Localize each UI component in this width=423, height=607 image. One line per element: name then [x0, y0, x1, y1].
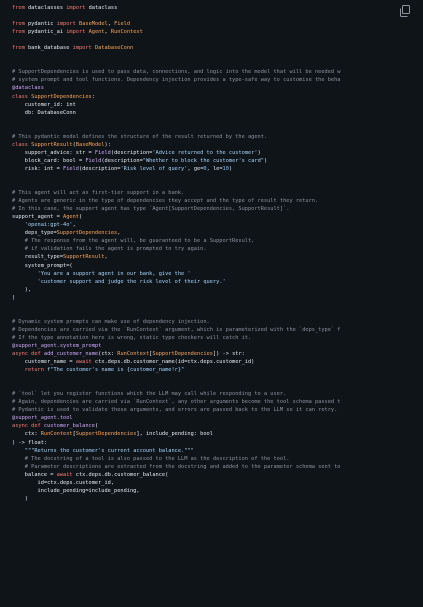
code-line: [12, 318, 416, 326]
code-token: @dataclass: [12, 85, 44, 92]
code-line: [12, 189, 416, 197]
code-line: [12, 253, 416, 261]
code-token: [12, 271, 38, 277]
code-line: [12, 463, 416, 471]
code-line: [12, 12, 416, 20]
code-token: SupportResult: [31, 141, 73, 148]
code-line: [12, 60, 416, 68]
code-token: [: [72, 431, 76, 438]
code-line: [12, 133, 416, 141]
code-token: SupportResult: [63, 254, 105, 261]
code-token: RunContext: [117, 351, 150, 358]
code-token: Field: [85, 157, 102, 164]
code-line: [12, 229, 416, 237]
code-token: ): [257, 149, 261, 156]
code-token: Field: [114, 21, 131, 28]
code-token: from: [12, 45, 25, 52]
code-token: @support_agent.system_prompt: [12, 342, 102, 349]
code-token: , le=: [206, 165, 223, 172]
code-token: 10: [222, 165, 229, 172]
code-line: [12, 141, 416, 149]
code-line: [12, 173, 416, 181]
code-token: import: [72, 45, 92, 52]
code-token: class: [12, 93, 28, 100]
code-line: [12, 93, 416, 101]
code-token: import: [66, 5, 86, 11]
code-token: [12, 279, 38, 285]
code-token: ,: [72, 222, 76, 229]
code-line: [12, 109, 416, 117]
code-token: from: [12, 21, 25, 28]
code-line: [12, 221, 416, 229]
code-token: # The response from the agent will, be guaranteed to be a SupportResult,: [12, 238, 255, 245]
code-token: # Parameter descriptions are extracted from the docstring and added to the parameter schema sent to: [12, 463, 341, 470]
code-token: # The docstring of a tool is also passed to the LLM as the description of the tool.: [12, 455, 290, 462]
code-token: system_prompt=(: [12, 262, 73, 269]
code-line: [12, 205, 416, 213]
code-line: [12, 52, 416, 60]
code-token: import: [56, 21, 76, 28]
code-line: [12, 4, 416, 12]
code-token: db: DatabaseConn: [12, 109, 76, 116]
code-token: block_card: bool =: [12, 157, 86, 164]
code-token: RunContext: [110, 29, 143, 36]
code-token: @support_agent.tool: [12, 415, 73, 422]
code-token: SupportDependencies: [75, 431, 137, 438]
code-line: [12, 374, 416, 382]
code-token: # if validation fails the agent is prompted to try again.: [12, 246, 207, 253]
code-token: return: [24, 367, 44, 374]
code-token: Field: [63, 165, 79, 172]
code-token: ):: [104, 141, 111, 148]
code-token: 'openai:gpt-4o': [24, 222, 73, 229]
code-line: [12, 237, 416, 245]
code-line: [12, 487, 416, 495]
code-token: await: [75, 359, 92, 366]
code-line: [12, 197, 416, 205]
code-line: [12, 20, 416, 28]
code-token: (: [78, 214, 83, 221]
code-token: import: [66, 29, 86, 36]
code-line: [12, 76, 416, 84]
code-line: [12, 406, 416, 414]
code-line: [12, 398, 416, 406]
code-line: [12, 262, 416, 270]
code-token: pydantic: [24, 21, 57, 28]
code-token: """Returns the customer's current account balance.""": [24, 447, 194, 454]
code-token: 'You are a support agent in our bank, give the ': [37, 270, 191, 277]
code-token: # Agents are generic in the type of dependencies they accept and the type of result they return.: [12, 198, 319, 205]
code-token: # SupportDependencies is used to pass data, connections, and logic into the model that will be needed w: [12, 69, 341, 76]
code-token: ): [228, 165, 233, 172]
code-token: RunContext: [40, 431, 73, 438]
code-line: [12, 390, 416, 398]
code-token: # Dependencies are carried via the `RunContext` argument, which is parameterized with the `deps_type` f: [12, 326, 341, 333]
code-line: [12, 68, 416, 76]
code-token: ]) -> str:: [212, 351, 245, 358]
code-token: risk: int =: [12, 165, 64, 172]
code-line: [12, 422, 416, 430]
code-token: from: [12, 29, 25, 36]
code-token: (ctx:: [98, 351, 118, 358]
code-token: # In this case, the support agent has type `Agent[SupportDependencies, SupportResult]`.: [12, 206, 290, 213]
code-token: dataclasses: [24, 5, 67, 11]
code-token: BaseModel: [75, 141, 105, 148]
code-token: # Again, dependencies are carried via `RunContext`, any other arguments become the tool schema passed t: [12, 399, 341, 406]
code-line: [12, 455, 416, 463]
code-line: [12, 165, 416, 173]
code-token: SupportDependencies: [152, 351, 213, 358]
code-line: [12, 270, 416, 278]
code-token: (: [94, 423, 99, 430]
code-token: Agent: [88, 29, 105, 36]
code-token: support_advice: str =: [12, 149, 95, 156]
copy-icon: [398, 4, 412, 18]
code-token: balance =: [12, 471, 57, 478]
code-token: ): [12, 495, 28, 502]
code-token: include_pending=include_pending,: [12, 487, 140, 494]
code-line: [12, 294, 416, 302]
code-line: [12, 447, 416, 455]
code-token: # Dynamic system prompts can make use of dependency injection.: [12, 318, 210, 325]
code-token: f"The customer's name is {customer_name!r}": [47, 367, 185, 374]
code-token: 'customer support and judge the risk level of their query.': [37, 278, 226, 285]
code-token: , ge=: [187, 165, 204, 172]
code-token: BaseModel: [79, 21, 108, 28]
code-line: [12, 414, 416, 422]
code-token: SupportDependencies: [31, 93, 92, 100]
code-line: [12, 117, 416, 125]
code-line: [12, 310, 416, 318]
code-token: ): [263, 157, 268, 164]
code-line: [12, 125, 416, 133]
code-token: (description=: [110, 149, 153, 156]
code-line: [12, 286, 416, 294]
code-line: [12, 36, 416, 44]
code-token: ,: [104, 254, 108, 261]
code-token: ): [12, 294, 16, 301]
code-token: # `tool` let you register functions which the LLM may call while responding to a user.: [12, 391, 287, 398]
code-line: [12, 366, 416, 374]
code-token: ,: [107, 21, 115, 28]
code-line: [12, 149, 416, 157]
code-token: id=ctx.deps.customer_id,: [12, 479, 115, 486]
code-token: # If the type annotation here is wrong, static type checkers will catch it.: [12, 334, 252, 341]
code-token: 'Advice returned to the customer': [152, 149, 258, 156]
code-token: ),: [12, 286, 32, 293]
code-token: (: [72, 141, 76, 148]
code-token: DatabaseConn: [94, 45, 134, 52]
code-token: (description=: [101, 157, 143, 164]
code-token: # This pydantic model defines the structure of the result returned by the agent.: [12, 133, 268, 140]
code-line: [12, 157, 416, 165]
code-token: class: [12, 141, 28, 148]
code-token: customer_balance: [43, 423, 95, 430]
code-token: customer_id: int: [12, 101, 76, 108]
code-line: [12, 302, 416, 310]
code-token: # Pydantic is used to validate these arguments, and errors are passed back to the LLM so it can retry.: [12, 407, 338, 414]
code-line: [12, 479, 416, 487]
code-line: [12, 495, 416, 503]
code-token: async def: [12, 423, 41, 430]
code-line: [12, 181, 416, 189]
code-line: [12, 245, 416, 253]
code-token: async def: [12, 351, 41, 358]
code-token: [12, 448, 25, 454]
code-token: ) -> float:: [12, 439, 48, 446]
code-line: [12, 213, 416, 221]
code-line: [12, 334, 416, 342]
code-token: :: [91, 93, 95, 100]
code-token: result_type=: [12, 254, 64, 261]
code-line: [12, 430, 416, 438]
code-token: pydantic_ai: [24, 29, 67, 36]
code-token: deps_type=: [12, 230, 57, 237]
code-token: customer_name =: [12, 359, 76, 366]
code-token: ,: [117, 230, 121, 237]
code-line: [12, 382, 416, 390]
code-token: [12, 222, 25, 228]
code-line: [12, 350, 416, 358]
code-token: ctx.deps.db.customer_balance(: [72, 471, 169, 478]
code-token: ctx:: [12, 431, 41, 438]
code-token: await: [56, 471, 73, 478]
code-token: "Whether to block the customer's card": [142, 157, 264, 164]
code-content: [12, 4, 416, 503]
code-line: [12, 44, 416, 52]
code-token: 'Risk level of query': [120, 165, 188, 172]
code-token: Agent: [63, 214, 79, 221]
code-line: [12, 28, 416, 36]
copy-button[interactable]: [398, 4, 412, 18]
code-line: [12, 278, 416, 286]
code-line: [12, 84, 416, 92]
code-token: [: [149, 351, 153, 358]
code-token: SupportDependencies: [56, 230, 118, 237]
code-token: # system prompt and tool functions. Dependency injection provides a type-safe way to customise the beha: [12, 77, 341, 84]
code-token: ,: [104, 29, 111, 36]
code-token: # This agent will act as first-tier support in a bank.: [12, 190, 185, 197]
code-line: [12, 326, 416, 334]
code-token: Field: [94, 149, 111, 156]
code-token: ], include_pending: bool: [136, 431, 213, 438]
code-token: add_customer_name: [43, 351, 99, 358]
code-token: [12, 367, 25, 373]
code-token: from: [12, 5, 25, 11]
code-line: [12, 358, 416, 366]
code-token: support_agent =: [12, 214, 64, 221]
code-line: [12, 471, 416, 479]
code-token: dataclass: [85, 5, 118, 11]
code-token: (description=: [78, 165, 121, 172]
code-line: [12, 439, 416, 447]
code-line: [12, 342, 416, 350]
code-token: 0: [203, 165, 207, 172]
code-token: ctx.deps.db.customer_name(id=ctx.deps.customer_id): [91, 359, 255, 366]
code-line: [12, 101, 416, 109]
code-token: bank_database: [24, 45, 73, 52]
